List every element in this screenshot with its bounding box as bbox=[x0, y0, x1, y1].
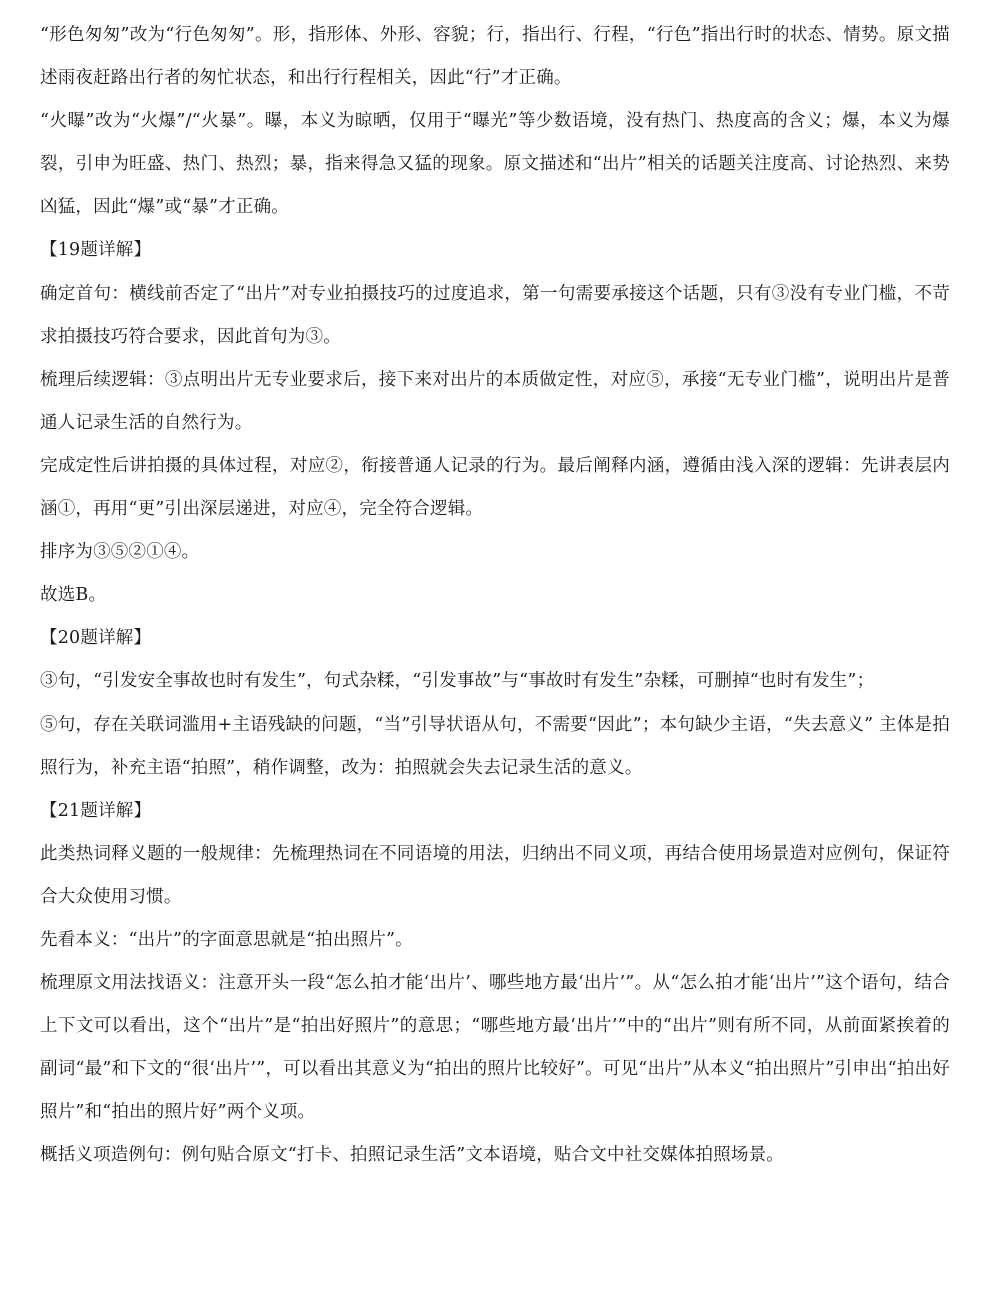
paragraph-q20-sentence-5: ⑤句，存在关联词滥用+主语残缺的问题，“当”引导状语从句，不需要“因此”；本句缺少主语，“失去意义” 主体是拍照行为，补充主语“拍照”，稍作调整，改为：拍照就会失去记录生活的意义。 bbox=[40, 714, 950, 778]
paragraph-q19-first-sentence: 确定首句：横线前否定了“出片”对专业拍摄技巧的过度追求，第一句需要承接这个话题，只有③没有专业门槛，不苛求拍摄技巧符合要求，因此首句为③。 bbox=[40, 283, 950, 347]
heading-question-21: 【21题详解】 bbox=[40, 800, 152, 821]
paragraph-q21-usage-analysis: 梳理原文用法找语义：注意开头一段“怎么拍才能‘出片’、哪些地方最‘出片’”。从“怎么拍才能‘出片’”这个语句，结合上下文可以看出，这个“出片”是“拍出好照片”的意思；“哪些地方最‘出片’”中的“出片”则有所不同，从前面紧挨着的副词“最”和下文的“很‘出片’”，可以看出其意义为“拍出的照片比较好”。可见“出片”从本义“拍出照片”引申出“拍出好照片”和“拍出的照片好”两个义项。 bbox=[40, 973, 950, 1123]
paragraph-q19-process: 完成定性后讲拍摄的具体过程，对应②，衔接普通人记录的行为。最后阐释内涵，遵循由浅入深的逻辑：先讲表层内涵①，再用“更”引出深层递进，对应④，完全符合逻辑。 bbox=[40, 455, 950, 520]
paragraph-q19-order: 排序为③⑤②①④。 bbox=[40, 542, 200, 563]
paragraph-huobao-correction: “火曝”改为“火爆”/“火暴”。曝，本义为晾晒，仅用于“曝光”等少数语境，没有热门、热度高的含义；爆，本义为爆裂，引申为旺盛、热门、热烈；暴，指来得急又猛的现象。原文描述和“出片”相关的话题关注度高、讨论热烈、来势凶猛，因此“爆”或“暴”才正确。 bbox=[40, 111, 950, 218]
document-page bbox=[40, 14, 950, 1178]
paragraph-q19-answer: 故选B。 bbox=[40, 585, 107, 606]
heading-question-19: 【19题详解】 bbox=[40, 240, 152, 261]
paragraph-q21-rule: 此类热词释义题的一般规律：先梳理热词在不同语境的用法，归纳出不同义项，再结合使用场景造对应例句，保证符合大众使用习惯。 bbox=[40, 843, 950, 907]
paragraph-q20-sentence-3: ③句，“引发安全事故也时有发生”，句式杂糅，“引发事故”与“事故时有发生”杂糅，可删掉“也时有发生”； bbox=[40, 671, 875, 692]
paragraph-q21-literal-meaning: 先看本义：“出片”的字面意思就是“拍出照片”。 bbox=[40, 929, 413, 950]
heading-question-20: 【20题详解】 bbox=[40, 628, 152, 649]
paragraph-q21-example: 概括义项造例句：例句贴合原文“打卡、拍照记录生活”文本语境，贴合文中社交媒体拍照场景。 bbox=[40, 1145, 784, 1166]
paragraph-xingse-correction: “形色匆匆”改为“行色匆匆”。形，指形体、外形、容貌；行，指出行、行程，“行色”指出行时的状态、情势。原文描述雨夜赶路出行者的匆忙状态，和出行行程相关，因此“行”才正确。 bbox=[40, 25, 950, 89]
paragraph-q19-logic: 梳理后续逻辑：③点明出片无专业要求后，接下来对出片的本质做定性，对应⑤，承接“无专业门槛”，说明出片是普通人记录生活的自然行为。 bbox=[40, 369, 950, 433]
